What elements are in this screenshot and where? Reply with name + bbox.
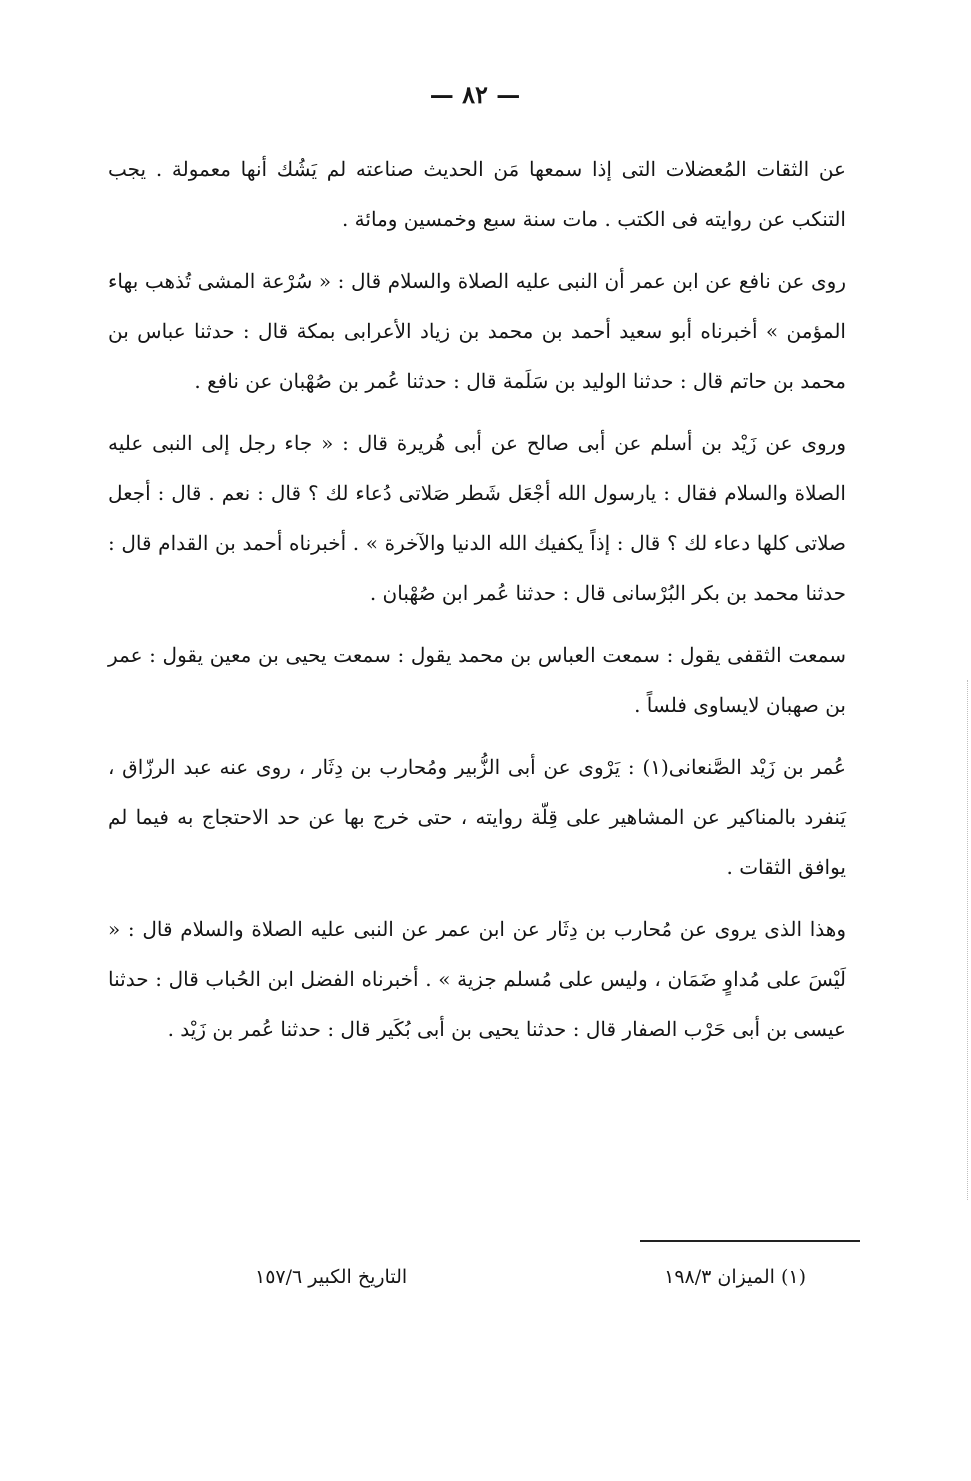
page-body bbox=[108, 144, 846, 1054]
paragraph-2: روى عن نافع عن ابن عمر أن النبى عليه الصلاة والسلام قال : « سُرْعة المشى تُذهب بهاء المؤمن » أخبرناه أبو سعيد أحمد بن محمد بن زياد الأعرابى بمكة قال : حدثنا عباس بن محمد بن حاتم قال : حدثنا الوليد بن سَلَمة قال : حدثنا عُمر بن صُهْبان عن نافع . bbox=[108, 269, 846, 393]
paragraph-4: سمعت الثقفى يقول : سمعت العباس بن محمد يقول : سمعت يحيى بن معين يقول : عمر بن صهبان لايساوى فلساً . bbox=[108, 643, 846, 717]
paragraph-3: وروى عن زَيْد بن أسلم عن أبى صالح عن أبى هُريرة قال : « جاء رجل إلى النبى عليه الصلاة والسلام فقال : يارسول الله أجْعَل شَطر صَلاتى دُعاء لك ؟ قال : نعم . قال : أجعل صلاتى كلها دعاء لك ؟ قال : إذاً يكفيك الله الدنيا والآخرة » . أخبرناه أحمد بن القدام قال : حدثنا محمد بن بكر البُرْسانى قال : حدثنا عُمر ابن صُهْبان . bbox=[108, 431, 846, 605]
paragraph-5: عُمر بن زَيْد الصَّنعانى(١) : يَرْوى عن أبى الزُّبير ومُحارب بن دِثَار ، روى عنه عبد الرزّاق ، يَنفرد بالمناكير عن المشاهير على قِلّة روايته ، حتى خرج بها عن حد الاحتجاج به فيما لم يوافق الثقات . bbox=[108, 755, 846, 879]
page-number: — ٨٢ — bbox=[429, 80, 521, 109]
footnote-tarikh: التاريخ الكبير ١٥٧/٦ bbox=[255, 1266, 408, 1288]
paragraph-6: وهذا الذى يروى عن مُحارب بن دِثَار عن ابن عمر عن النبى عليه الصلاة والسلام قال : « لَيْسَ على مُداوٍ ضَمَان ، وليس على مُسلم جزية » . أخبرناه الفضل ابن الحُباب قال : حدثنا عيسى بن أبى حَرْب الصفار قال : حدثنا يحيى بن أبى بُكَير قال : حدثنا عُمر بن زَيْد . bbox=[108, 917, 846, 1041]
footnote-divider bbox=[640, 1240, 860, 1242]
footnote-mizan: (١) الميزان ١٩٨/٣ bbox=[664, 1266, 806, 1288]
scan-edge-divider bbox=[967, 680, 968, 1200]
paragraph-1: عن الثقات المُعضلات التى إذا سمعها مَن الحديث صناعته لم يَشُك أنها معمولة . يجب التنكب عن روايته فى الكتب . مات سنة سبع وخمسين ومائة . bbox=[108, 157, 846, 231]
